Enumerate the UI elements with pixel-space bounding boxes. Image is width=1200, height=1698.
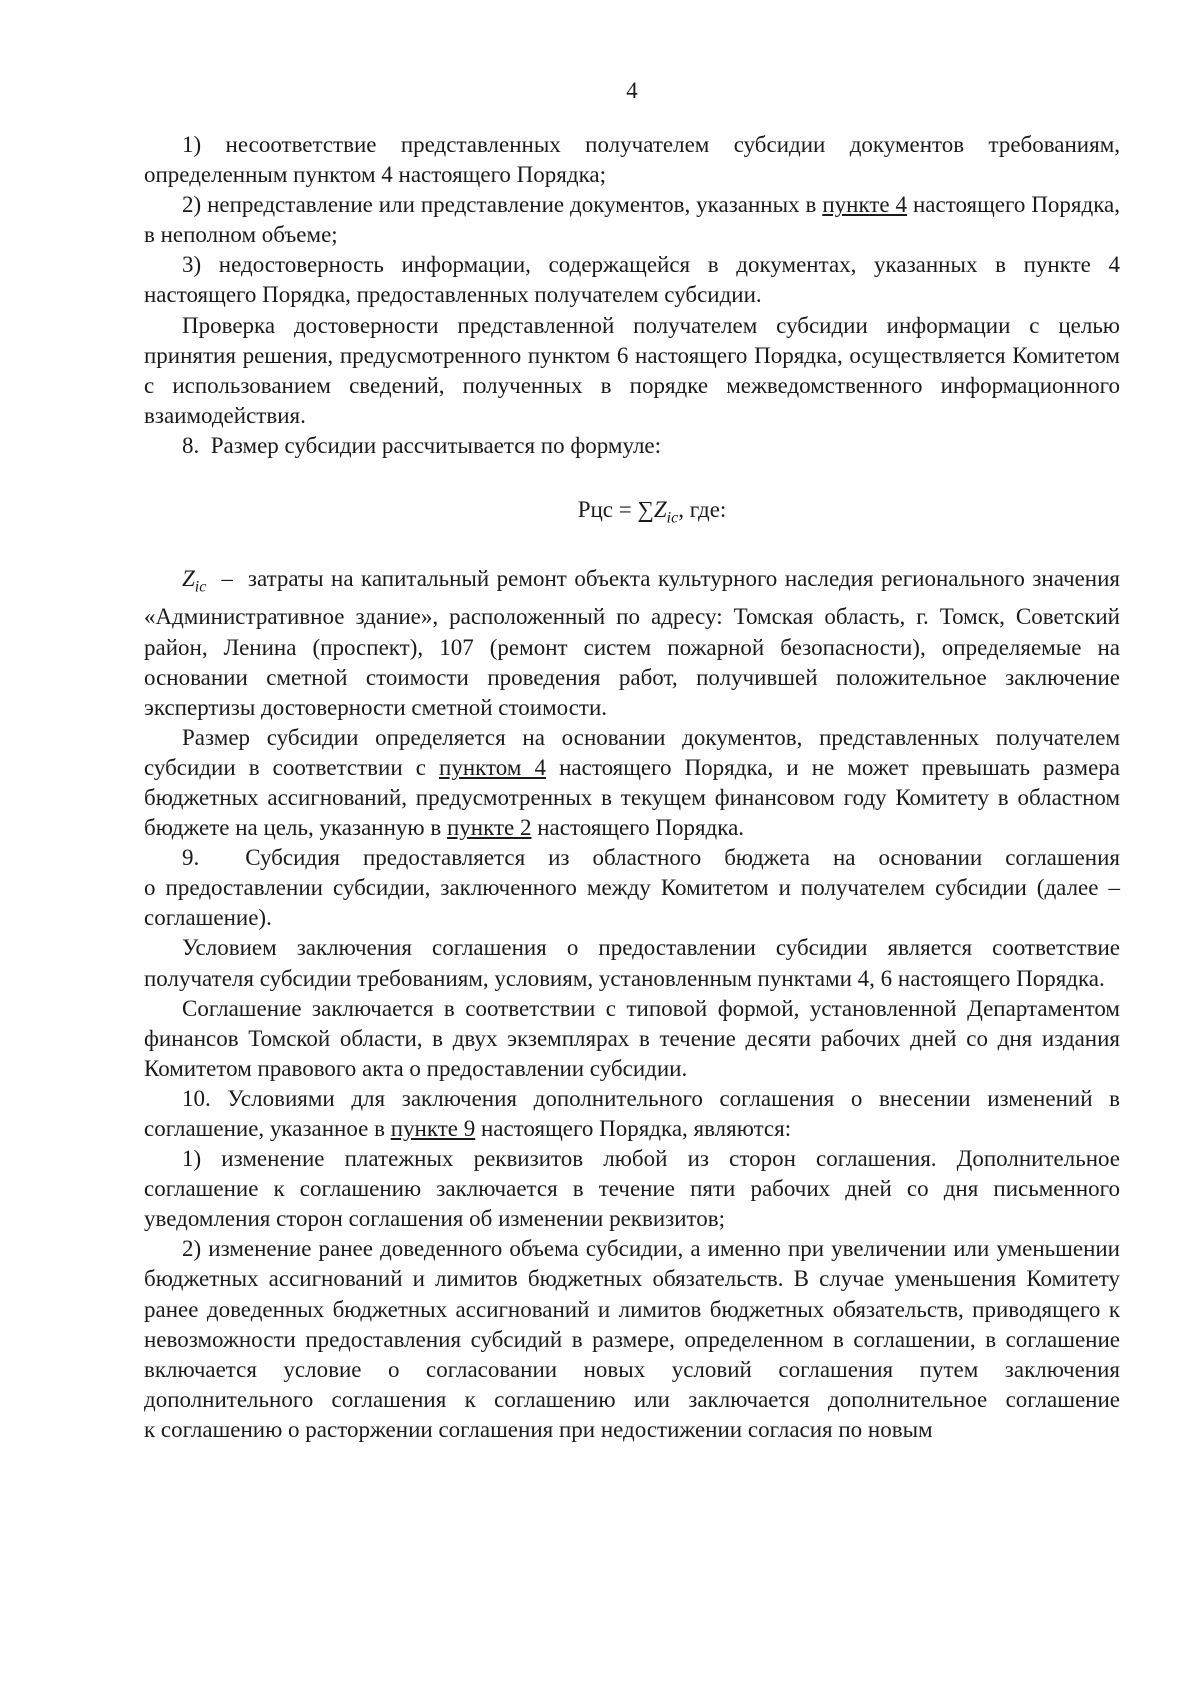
paragraph-subsidy-size: [144, 723, 1120, 843]
paragraph-clause-9: 9. Субсидия предоставляется из областного бюджета на основании соглашения о предоставлении субсидии, заключенного между Комитетом и получателем субсидии (далее – соглашение).: [144, 845, 1120, 931]
paragraph-variable-definition: [144, 564, 1120, 723]
link-punkt-4[interactable]: пункте 4: [822, 192, 908, 218]
paragraph-verification: Проверка достоверности представленной получателем субсидии информации с целью принятия решения, предусмотренного пунктом 6 настоящего Порядка, осуществляется Комитетом с использованием сведений, полученных в порядке межведомственного информационного взаимодействия.: [144, 312, 1120, 428]
formula-variable: Z: [653, 497, 667, 523]
paragraph-item-3: 3) недостоверность информации, содержащейся в документах, указанных в пункте 4 настоящего Порядка, предоставленных получателем субсидии.: [144, 252, 1120, 308]
page-number: 4: [626, 78, 638, 103]
paragraph-clause-8: 8. Размер субсидии рассчитывается по формуле:: [182, 432, 662, 458]
definition-variable: Z: [182, 565, 195, 591]
paragraph-text: 10. Условиями для заключения дополнительного соглашения о внесении изменений в соглашение, указанное в: [144, 1085, 1120, 1141]
paragraph-text: настоящего Порядка.: [531, 815, 745, 841]
paragraph-item-10-1: 1) изменение платежных реквизитов любой из сторон соглашения. Дополнительное соглашение к соглашению заключается в течение пяти рабочих дней со дня письменного уведомления сторон соглашения об изменении реквизитов;: [144, 1146, 1120, 1232]
paragraph-item-1: 1) несоответствие представленных получателем субсидии документов требованиям, определенным пунктом 4 настоящего Порядка;: [144, 132, 1120, 188]
paragraph-text: настоящего Порядка, и не может превышать размера бюджетных ассигнований, предусмотренных в текущем финансовом году Комитету в областном бюджете на цель, указанную в: [144, 754, 1120, 841]
formula-lhs: Рцс = ∑: [577, 497, 654, 523]
link-punkt-9[interactable]: пункте 9: [390, 1116, 476, 1141]
paragraph-agreement: Соглашение заключается в соответствии с типовой формой, установленной Департаментом финансов Томской области, в двух экземплярах в течение десяти рабочих дней со дня издания Комитетом правового акта о предоставлении субсидии.: [144, 995, 1120, 1081]
paragraph-item-2: [144, 190, 1120, 250]
paragraph-clause-10: [144, 1084, 1120, 1144]
formula-subscript: ic: [666, 509, 679, 527]
paragraph-item-10-2: 2) изменение ранее доведенного объема субсидии, а именно при увеличении или уменьшении бюджетных ассигнований и лимитов бюджетных обязательств. В случае уменьшения Комитету ранее доведенных бюджетных ассигнований и лимитов бюджетных обязательств, приводящего к невозможности предоставления субсидий в размере, определенном в соглашении, в соглашение включается условие о согласовании новых условий соглашения путем заключения дополнительного соглашения к соглашению или заключается дополнительное соглашение к соглашению о расторжении соглашения при недостижении согласия по новым: [144, 1236, 1120, 1442]
link-punkt-4[interactable]: пунктом 4: [439, 754, 546, 780]
paragraph-text: 2) непредставление или представление документов, указанных в: [182, 192, 823, 218]
definition-subscript: ic: [194, 578, 207, 596]
link-punkt-2[interactable]: пункте 2: [446, 815, 532, 841]
formula-tail: , где:: [678, 497, 727, 523]
paragraph-condition: Условием заключения соглашения о предоставлении субсидии является соответствие получателя субсидии требованиям, условиям, установленным пунктами 4, 6 настоящего Порядка.: [144, 935, 1120, 991]
formula: [144, 495, 1120, 534]
definition-text: – затраты на капитальный ремонт объекта культурного наследия регионального значения «Административное здание», расположенный по адресу: Томская область, г. Томск, Советский район, Ленина (проспект), 107 (ремонт систем пожарной безопасности), определяемые на основании сметной стоимости проведения работ, получившей положительное заключение экспертизы достоверности сметной стоимости.: [144, 565, 1120, 720]
paragraph-text: настоящего Порядка, являются:: [475, 1116, 792, 1141]
paragraph-text: настоящего Порядка, в неполном объеме;: [144, 192, 1120, 248]
paragraph-text: Размер субсидии определяется на основании документов, представленных получателем субсидии в соответствии с: [144, 724, 1120, 780]
